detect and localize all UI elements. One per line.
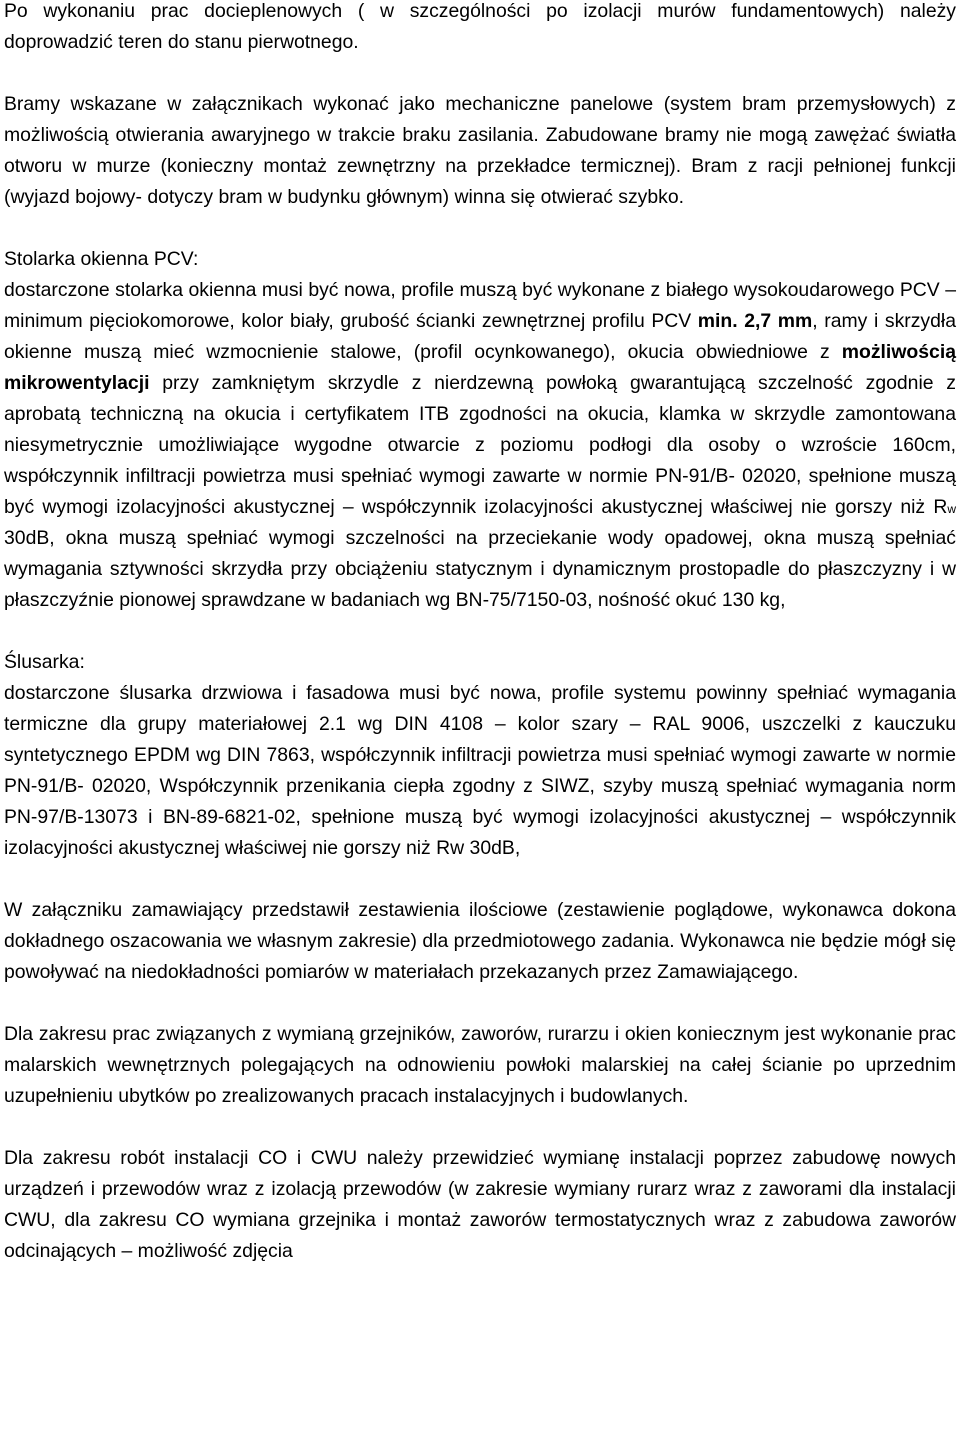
paragraph-spacer (4, 1112, 956, 1143)
bold-text-run: możliwością mikrowentylacji (4, 341, 956, 394)
paragraph-painting-works: Dla zakresu prac związanych z wymianą grzejników, zaworów, rurarzu i okien koniecznym jest wykonanie prac malarskich wewnętrznych polegających na odnowieniu powłoki malarskiej na całej ścianie po uprzednim uzupełnieniu ubytków po zrealizowanych pracach instalacyjnych i budowlanych. (4, 1023, 956, 1107)
paragraph-spacer (4, 58, 956, 89)
section-heading-pvc-windows: Stolarka okienna PCV: (4, 248, 199, 270)
paragraph-spacer (4, 213, 956, 244)
paragraph-spacer (4, 616, 956, 647)
text-run: przy zamkniętym skrzydle z nierdzewną powłoką gwarantującą szczelność zgodnie z aprobatą techniczną na okucia i certyfikatem ITB zgodności na okucia, klamka w skrzydle zamontowana niesymetrycznie umożliwiające wygodne otwarcie z poziomu podłogi dla osoby o wzroście 160cm, współczynnik infiltracji powietrza musi spełniać wymogi zawarte w normie PN-91/B- 02020, spełnione muszą być wymogi izolacyjności akustycznej – współczynnik izolacyjności akustycznej właściwej nie gorszy niż R (4, 372, 956, 518)
section-heading-metalwork: Ślusarka: (4, 651, 85, 673)
text-run: 30dB, okna muszą spełniać wymogi szczelności na przeciekanie wody opadowej, okna muszą spełniać wymagania sztywności skrzydła przy obciążeniu statycznym i dynamicznym prostopadle do płaszczyzny i w płaszczyźnie pionowej sprawdzane w badaniach wg BN-75/7150-03, nośność okuć 130 kg, (4, 527, 956, 611)
bold-text-run: min. 2,7 mm (697, 310, 813, 332)
paragraph-heating-installation: Dla zakresu robót instalacji CO i CWU należy przewidzieć wymianę instalacji poprzez zabudowę nowych urządzeń i przewodów wraz z izolacją przewodów (w zakresie wymiany rurarz wraz z zaworami dla instalacji CWU, dla zakresu CO wymiana grzejnika i montaż zaworów termostatycznych wraz z zabudowa zaworów odcinających – możliwość zdjęcia (4, 1147, 956, 1262)
subscript-text: w (947, 502, 956, 516)
text-run: , ramy i skrzydła okienne muszą mieć wzmocnienie stalowe, (profil ocynkowanego), okucia obwiedniowe z (4, 310, 956, 363)
paragraph-insulation-restore: Po wykonaniu prac docieplenowych ( w szczególności po izolacji murów fundamentowych) należy doprowadzić teren do stanu pierwotnego. (4, 0, 956, 53)
paragraph-quantity-summary: W załączniku zamawiający przedstawił zestawienia ilościowe (zestawienie poglądowe, wykonawca dokona dokładnego oszacowania we własnym zakresie) dla przedmiotowego zadania. Wykonawca nie będzie mógł się powoływać na niedokładności pomiarów w materiałach przekazanych przez Zamawiającego. (4, 899, 956, 983)
paragraph-gates: Bramy wskazane w załącznikach wykonać jako mechaniczne panelowe (system bram przemysłowych) z możliwością otwierania awaryjnego w trakcie braku zasilania. Zabudowane bramy nie mogą zawężać światła otworu w murze (konieczny montaż zewnętrzny na przekładce termicznej). Bram z racji pełnionej funkcji (wyjazd bojowy- dotyczy bram w budynku głównym) winna się otwierać szybko. (4, 93, 956, 208)
paragraph-pvc-windows (4, 275, 956, 616)
paragraph-spacer (4, 864, 956, 895)
text-run: dostarczone stolarka okienna musi być nowa, profile muszą być wykonane z białego wysokoudarowego PCV – minimum pięciokomorowe, kolor biały, grubość ścianki zewnętrznej profilu PCV (4, 279, 956, 332)
paragraph-spacer (4, 988, 956, 1019)
paragraph-metalwork: dostarczone ślusarka drzwiowa i fasadowa musi być nowa, profile systemu powinny spełniać wymagania termiczne dla grupy materiałowej 2.1 wg DIN 4108 – kolor szary – RAL 9006, uszczelki z kauczuku syntetycznego EPDM wg DIN 7863, współczynnik infiltracji powietrza musi spełniać wymogi zawarte w normie PN-91/B- 02020, Współczynnik przenikania ciepła zgodny z SIWZ, szyby muszą spełniać wymagania norm PN-97/B-13073 i BN-89-6821-02, spełnione muszą być wymogi izolacyjności akustycznej – współczynnik izolacyjności akustycznej właściwej nie gorszy niż Rw 30dB, (4, 682, 956, 859)
